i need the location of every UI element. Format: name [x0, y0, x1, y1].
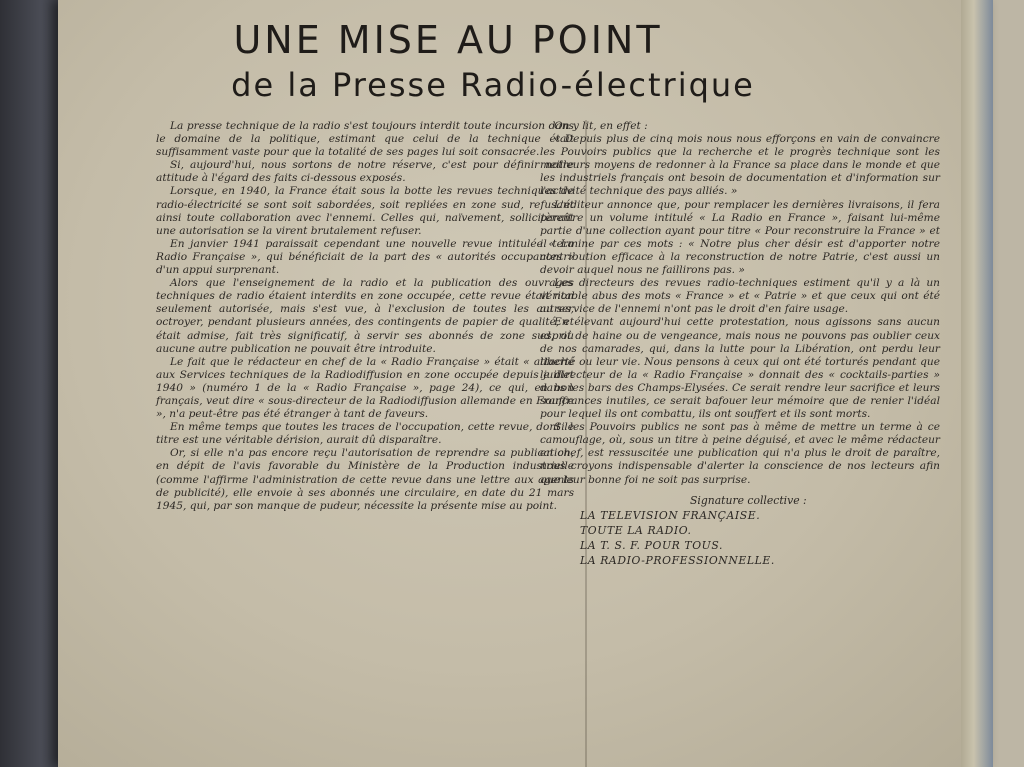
paragraph: Lorsque, en 1940, la France était sous la botte les revues techniques de radio-électricité se sont soit sabordées, soit repliées en zone sud, refusant ainsi toute collaboration avec l'ennemi. Celles qui, naïvement, sollicitèrent une autorisation se la virent brutalement refuser.: [156, 185, 574, 237]
paragraph: « Depuis plus de cinq mois nous nous efforçons en vain de convaincre les Pouvoirs publics que la recherche et le progrès technique sont les meilleurs moyens de redonner à la France sa place dans le monde et que les industriels français ont besoin de documentation et d'information sur l'activité technique des pays alliés. »: [540, 133, 940, 198]
signature-heading: Signature collective :: [690, 493, 807, 507]
paragraph: En même temps que toutes les traces de l'occupation, cette revue, dont le titre est une véritable dérision, aurait dû disparaître.: [156, 421, 574, 447]
paragraph: On y lit, en effet :: [554, 120, 648, 132]
signature-line: LA RADIO-PROFESSIONNELLE.: [580, 553, 775, 567]
magazine-page: [58, 0, 993, 767]
paragraph: Or, si elle n'a pas encore reçu l'autorisation de reprendre sa publication, en dépit de l'avis favorable du Ministère de la Production industrielle (comme l'affirme l'administration de cette revue dans une lettre aux agents de publicité), elle envoie à ses abonnés une circulaire, en date du 21 mars 1945, qui, par son manque de pudeur, nécessite la présente mise au point.: [156, 447, 574, 512]
paragraph: Si les Pouvoirs publics ne sont pas à même de mettre un terme à ce camouflage, où, sous un titre à peine déguisé, et avec le même rédacteur en chef, est ressuscitée une publication qui n'a plus le droit de paraître, nous croyons indispensable d'alerter la conscience de nos lecteurs afin que leur bonne foi ne soit pas surprise.: [540, 421, 940, 486]
signature-line: LA TELEVISION FRANÇAISE.: [580, 508, 761, 522]
paragraph: L'éditeur annonce que, pour remplacer les dernières livraisons, il fera paraître un volume intitulé « La Radio en France », faisant lui-même partie d'une collection ayant pour titre « Pour reconstruire la France » et il termine par ces mots : « Notre plus cher désir est d'apporter notre contribution efficace à la reconstruction de notre Patrie, c'est aussi un devoir auquel nous ne faillirons pas. »: [540, 198, 940, 277]
signature-line: LA T. S. F. POUR TOUS.: [580, 538, 723, 552]
signature-block: [540, 493, 940, 568]
left-column: [156, 120, 574, 513]
right-column: [540, 120, 940, 568]
paragraph: La presse technique de la radio s'est toujours interdit toute incursion dans le domaine de la politique, estimant que celui de la technique était suffisamment vaste pour que la totalité de ses pages lui soit consacrée.: [156, 120, 574, 159]
paragraph: Les directeurs des revues radio-techniques estiment qu'il y a là un véritable abus des mots « France » et « Patrie » et que ceux qui ont été au service de l'ennemi n'ont pas le droit d'en faire usage.: [540, 277, 940, 316]
signature-line: TOUTE LA RADIO.: [580, 523, 692, 537]
paragraph: Si, aujourd'hui, nous sortons de notre réserve, c'est pour définir notre attitude à l'égard des faits ci-dessous exposés.: [156, 159, 574, 185]
paragraph: En élevant aujourd'hui cette protestation, nous agissons sans aucun esprit de haine ou de vengeance, mais nous ne pouvons pas oublier ceux de nos camarades, qui, dans la lutte pour la Libération, ont perdu leur liberté ou leur vie. Nous pensons à ceux qui ont été torturés pendant que le directeur de la « Radio Française » donnait des « cocktails-parties » dans les bars des Champs-Elysées. Ce serait rendre leur sacrifice et leurs souffrances inutiles, ce serait bafouer leur mémoire que de renier l'idéal pour lequel ils ont combattu, ils ont souffert et ils sont morts.: [540, 316, 940, 421]
article-subtitle: de la Presse Radio-électrique: [231, 66, 755, 104]
paragraph: Alors que l'enseignement de la radio et la publication des ouvrages techniques de radio étaient interdits en zone occupée, cette revue était non seulement autorisée, mais s'est vue, à l'exclusion de toutes les autres, octroyer, pendant plusieurs années, des contingents de papier de qualité, et était admise, fait très significatif, à servir ses abonnés de zone sud, où aucune autre publication ne pouvait être introduite.: [156, 277, 574, 355]
page-edge: [961, 0, 993, 767]
paragraph: Le fait que le rédacteur en chef de la « Radio Française » était « attaché aux Services techniques de la Radiodiffusion en zone occupée depuis juillet 1940 » (numéro 1 de la « Radio Française », page 24), ce qui, en bon français, veut dire « sous-directeur de la Radiodiffusion allemande en France », n'a peut-être pas été étranger à tant de faveurs.: [156, 355, 574, 421]
article-title: UNE MISE AU POINT: [233, 18, 663, 62]
paragraph: En janvier 1941 paraissait cependant une nouvelle revue intitulée « La Radio Française », qui bénéficiait de la part des « autorités occupantes » d'un appui surprenant.: [156, 237, 574, 277]
